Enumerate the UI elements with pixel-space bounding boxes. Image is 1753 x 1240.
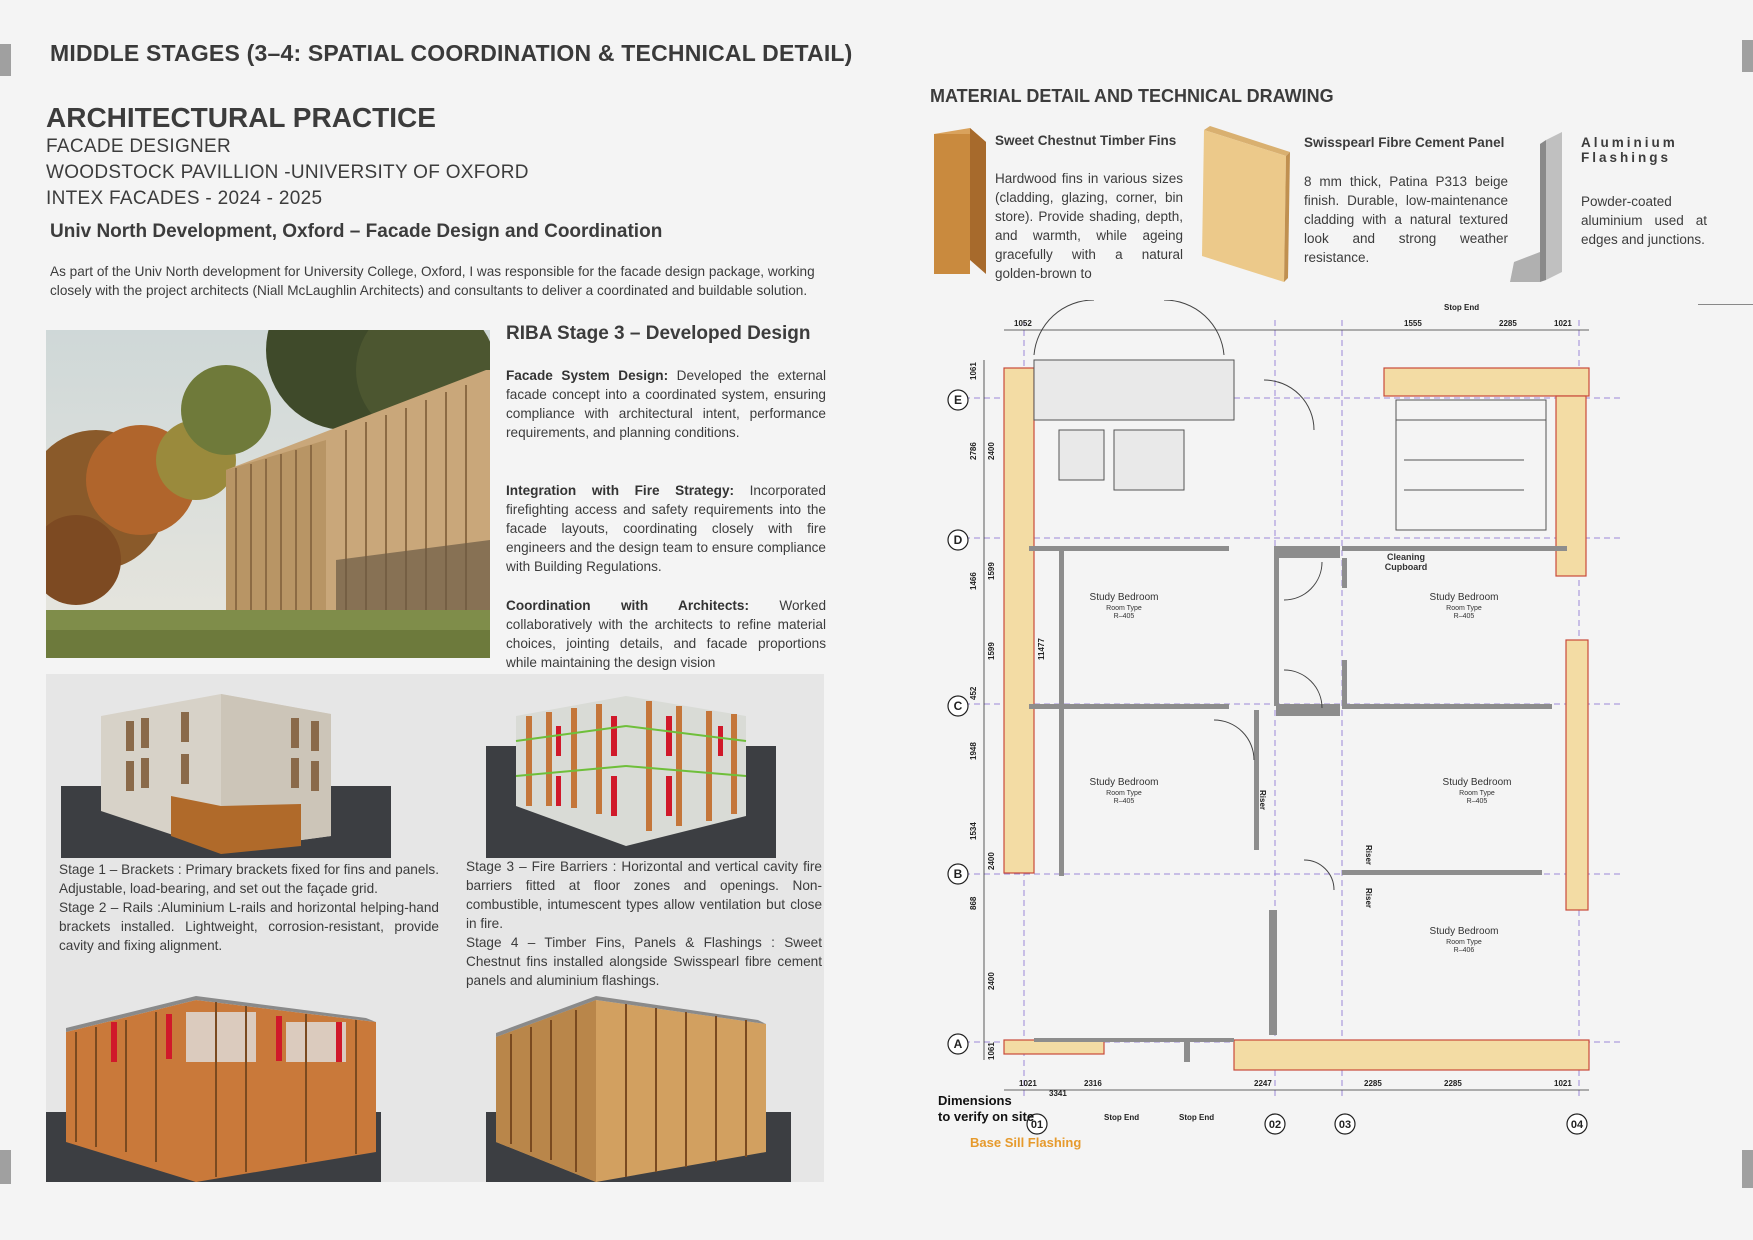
para-coordination — [506, 596, 826, 672]
company-line: INTEX FACADES - 2024 - 2025 — [46, 188, 323, 209]
room-label: Study Bedroom — [1429, 926, 1499, 937]
material-desc-timber: Hardwood fins in various sizes (cladding, glazing, corner, bin store). Provide shading, depth, and warmth, while ageing gracefully with a natural golden-brown to — [995, 171, 1183, 281]
grid-col-label: 03 — [1338, 1119, 1352, 1131]
grid-row-label: C — [953, 699, 963, 713]
intro-text: As part of the Univ North development for University College, Oxford, I was responsible for the facade design package, working closely with the project architects (Niall McLaughlin Architects) and consultants to deliver a coordinated and buildable solution. — [50, 264, 815, 298]
riba-stage-title: RIBA Stage 3 – Developed Design — [506, 323, 811, 344]
room-type: Room Type — [1446, 939, 1482, 946]
room-ref: R–405 — [1113, 613, 1135, 620]
stop-end-label: Stop End — [1179, 1113, 1215, 1122]
dim-text: 2400 — [987, 852, 996, 870]
building-render-image — [46, 330, 490, 658]
room-ref: R–405 — [1453, 613, 1475, 620]
dim-text: 1599 — [987, 562, 996, 580]
room-type: Room Type — [1106, 790, 1142, 797]
project-line: WOODSTOCK PAVILLION -UNIVERSITY OF OXFORD — [46, 162, 529, 183]
dim-text: 2316 — [1084, 1079, 1102, 1088]
verify-line-2: to verify on site — [938, 1109, 1035, 1124]
dim-text: 1948 — [969, 742, 978, 760]
para-body: Incorporated firefighting access and safety requirements into the facade layouts, coordinating closely with fire engineers and the design team to ensure compliance with Building Regulations. — [506, 483, 826, 574]
grid-col-label: 02 — [1268, 1119, 1282, 1131]
grid-row-label: A — [953, 1037, 963, 1051]
edge-marker-top-right — [1742, 40, 1753, 72]
material-desc-panel: 8 mm thick, Patina P313 beige finish. Durable, low-maintenance cladding with a natural textured look and strong weather resistance. — [1304, 174, 1508, 265]
overall-dim: 11477 — [1037, 638, 1046, 660]
room-label: Study Bedroom — [1429, 592, 1499, 603]
base-sill-flashing-label: Base Sill Flashing — [970, 1135, 1082, 1150]
stop-end-label: Stop End — [1104, 1113, 1140, 1122]
dim-text: 1021 — [1554, 319, 1572, 328]
dim-text: 1021 — [1554, 1079, 1572, 1088]
stage-1-model-image — [61, 686, 391, 858]
dim-text: 1061 — [969, 362, 978, 380]
practice-heading: ARCHITECTURAL PRACTICE — [46, 102, 436, 133]
para-facade-system — [506, 366, 826, 442]
dim-text: 2247 — [1254, 1079, 1272, 1088]
riser-label: Riser — [1364, 888, 1373, 909]
timber-fin-swatch — [926, 128, 988, 278]
para-heading: Coordination with Architects: — [506, 598, 750, 613]
edge-marker-bottom-right — [1742, 1150, 1753, 1188]
room-ref: R–405 — [1113, 798, 1135, 805]
dim-text: 452 — [969, 686, 978, 700]
grid-row-label: D — [953, 533, 963, 547]
dim-text: 1599 — [987, 642, 996, 660]
dim-text: 1534 — [969, 822, 978, 840]
para-heading: Integration with Fire Strategy: — [506, 483, 735, 498]
room-ref: R–405 — [1466, 798, 1488, 805]
room-type: Room Type — [1459, 790, 1495, 797]
stage-2-model-image — [46, 992, 381, 1182]
stage-3-4-text: Stage 3 – Fire Barriers : Horizontal and vertical cavity fire barriers fitted at floor zones and openings. Non-combustible, intumescent types allow ventilation but close in fire. Stage 4 – Timber Fins, Panels & Flashings : Sweet Chestnut fins installed alongside Swisspearl fibre cement panels and aluminium flashings. — [466, 859, 822, 988]
dim-text: 1021 — [1019, 1079, 1037, 1088]
para-heading: Facade System Design: — [506, 368, 669, 383]
grid-row-label: B — [953, 867, 963, 881]
para-body: Worked collaboratively with the architects to refine material choices, jointing details, and facade proportions while maintaining the design vision — [506, 598, 827, 670]
para-fire-strategy — [506, 481, 826, 576]
edge-marker-bottom-left — [0, 1150, 11, 1184]
role-line: FACADE DESIGNER — [46, 136, 232, 157]
room-type: Room Type — [1106, 605, 1142, 612]
verify-line-1: Dimensions — [938, 1093, 1012, 1108]
material-name-panel: Swisspearl Fibre Cement Panel — [1304, 135, 1505, 150]
dim-text: 2285 — [1499, 319, 1517, 328]
dim-text: 2400 — [987, 972, 996, 990]
stop-end-label: Stop End — [1444, 303, 1480, 312]
dim-text: 2400 — [987, 442, 996, 460]
floor-plan-drawing — [924, 300, 1644, 1160]
stages-panel — [46, 674, 824, 1182]
room-label: Study Bedroom — [1089, 592, 1159, 603]
dim-text: 3341 — [1049, 1089, 1067, 1098]
grid-col-label: 04 — [1570, 1119, 1584, 1131]
dim-text: 1466 — [969, 572, 978, 590]
para-body: Developed the external facade concept into a coordinated system, ensuring compliance with architectural intent, performance requirements, and planning conditions. — [506, 368, 826, 440]
cleaning-label: Cleaning — [1386, 552, 1426, 562]
cupboard-label: Cupboard — [1384, 562, 1428, 572]
dim-text: 1061 — [987, 1042, 996, 1060]
material-desc-flashing: Powder-coated aluminium used at edges and junctions. — [1581, 194, 1707, 247]
material-section-title: MATERIAL DETAIL AND TECHNICAL DRAWING — [930, 86, 1334, 106]
edge-marker-top-left — [0, 44, 11, 76]
room-label: Study Bedroom — [1442, 777, 1512, 788]
fibre-cement-panel-swatch — [1200, 126, 1290, 286]
stage-3-model-image — [486, 686, 776, 858]
dim-text: 1052 — [1014, 319, 1032, 328]
room-label: Study Bedroom — [1089, 777, 1159, 788]
aluminium-flashing-swatch — [1510, 132, 1580, 282]
dim-text: 2285 — [1444, 1079, 1462, 1088]
room-ref: R–406 — [1453, 947, 1475, 954]
riser-label: Riser — [1258, 790, 1267, 811]
divider-line — [1698, 304, 1753, 305]
grid-row-label: E — [953, 393, 963, 407]
grid-col-label: 01 — [1030, 1119, 1044, 1131]
dim-text: 1555 — [1404, 319, 1422, 328]
room-type: Room Type — [1446, 605, 1482, 612]
dim-text: 2786 — [969, 442, 978, 460]
material-name-timber: Sweet Chestnut Timber Fins — [995, 133, 1177, 148]
verify-note — [938, 1093, 1034, 1125]
development-title: Univ North Development, Oxford – Facade Design and Coordination — [50, 221, 663, 242]
dim-text: 868 — [969, 896, 978, 910]
page-title: MIDDLE STAGES (3–4: SPATIAL COORDINATION & TECHNICAL DETAIL) — [50, 40, 853, 66]
riser-label: Riser — [1364, 845, 1373, 866]
dim-text: 2285 — [1364, 1079, 1382, 1088]
material-name-flashing: Aluminium Flashings — [1581, 135, 1678, 165]
stage-1-2-text: Stage 1 – Brackets : Primary brackets fixed for fins and panels. Adjustable, load-bearing, and set out the façade grid. Stage 2 – Rails :Aluminium L-rails and horizontal helping-hand brackets installed. Lightweight, corrosion-resistant, provide cavity and fixing alignment. — [59, 862, 439, 953]
stage-4-model-image — [486, 992, 791, 1182]
